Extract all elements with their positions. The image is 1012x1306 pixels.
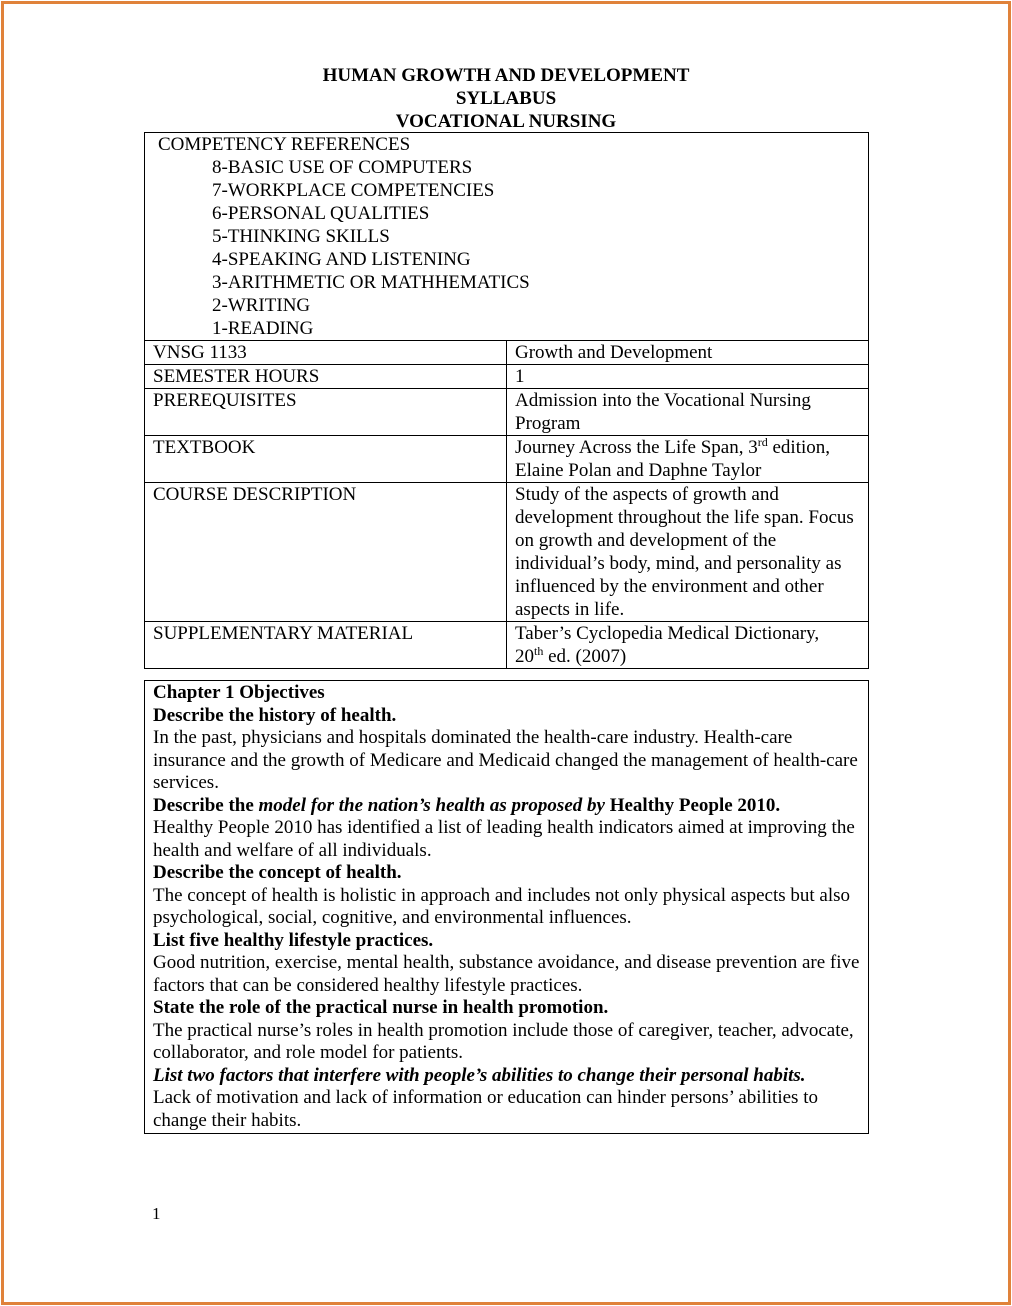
textbook-authors: Elaine Polan and Daphne Taylor <box>515 460 762 481</box>
semester-hours-row <box>145 365 869 389</box>
competency-item: 6-PERSONAL QUALITIES <box>212 203 430 224</box>
competency-item: 7-WORKPLACE COMPETENCIES <box>212 180 495 201</box>
competency-item: 4-SPEAKING AND LISTENING <box>212 249 471 270</box>
supplementary-edition-number: 20 <box>515 646 534 667</box>
competency-item: 3-ARITHMETIC OR MATHHEMATICS <box>212 272 530 293</box>
objective-title <box>153 795 860 818</box>
description-row <box>145 483 869 622</box>
page-number: 1 <box>152 1204 161 1223</box>
objective-text: The practical nurse’s roles in health promotion include those of caregiver, teacher, advocate, collaborator, and role model for patients. <box>153 1019 854 1063</box>
objective-title: Describe the history of health. <box>153 704 397 726</box>
objective-title: State the role of the practical nurse in health promotion. <box>153 997 609 1018</box>
textbook-edition-suffix: rd <box>757 435 768 449</box>
prerequisites-label: PREREQUISITES <box>145 389 507 436</box>
objective-text: In the past, physicians and hospitals dominated the health-care industry. Health-care insurance and the growth of Medicare and Medicaid changed the management of health-care services. <box>153 727 858 793</box>
objective-text: Healthy People 2010 has identified a list of leading health indicators aimed at improving the health and welfare of all individuals. <box>153 817 855 861</box>
objective-title-italic: model for the nation’s health as proposed by <box>258 794 605 816</box>
prerequisites-row <box>145 389 869 436</box>
title-line-3: VOCATIONAL NURSING <box>395 111 617 132</box>
competency-item: 8-BASIC USE OF COMPUTERS <box>212 157 473 178</box>
competency-heading: COMPETENCY REFERENCES <box>158 134 411 155</box>
title-line-2: SYLLABUS <box>455 88 557 109</box>
supplementary-row <box>145 622 869 669</box>
supplementary-label: SUPPLEMENTARY MATERIAL <box>145 622 507 669</box>
textbook-edition-word: edition, <box>767 437 831 458</box>
competency-list <box>158 156 860 340</box>
objectives-box <box>144 680 869 1134</box>
semester-hours-value: 1 <box>507 365 869 389</box>
textbook-value <box>507 436 869 483</box>
title-line-1: HUMAN GROWTH AND DEVELOPMENT <box>322 65 690 86</box>
objective-title: List five healthy lifestyle practices. <box>153 929 434 951</box>
document-title <box>0 64 1012 133</box>
competency-item: 5-THINKING SKILLS <box>212 226 390 247</box>
objective-text: Lack of motivation and lack of information or education can hinder persons’ abilities to change their habits. <box>153 1087 818 1131</box>
textbook-label: TEXTBOOK <box>145 436 507 483</box>
supplementary-edition-year: ed. (2007) <box>543 646 627 667</box>
description-label: COURSE DESCRIPTION <box>145 483 507 622</box>
prerequisites-value: Admission into the Vocational Nursing Program <box>507 389 869 436</box>
supplementary-title: Taber’s Cyclopedia Medical Dictionary, <box>515 623 820 644</box>
course-code-row <box>145 341 869 365</box>
description-value: Study of the aspects of growth and development throughout the life span. Focus on growth and development of the individual’s body, mind, and personality as influenced by the environment and other aspects in life. <box>507 483 869 622</box>
objective-title: List two factors that interfere with people’s abilities to change their personal habits. <box>153 1064 806 1086</box>
objectives-heading: Chapter 1 Objectives <box>153 682 325 703</box>
objective-title-part: Describe the <box>153 794 259 816</box>
objective-text: Good nutrition, exercise, mental health, substance avoidance, and disease prevention are five factors that can be considered healthy lifestyle practices. <box>153 952 860 996</box>
competency-row <box>145 133 869 341</box>
course-name: Growth and Development <box>507 341 869 365</box>
objective-text: The concept of health is holistic in approach and includes not only physical aspects but also psychological, social, cognitive, and environmental influences. <box>153 884 851 928</box>
supplementary-value <box>507 622 869 669</box>
competency-cell <box>145 133 869 341</box>
objective-title: Describe the concept of health. <box>153 862 402 883</box>
objective-title-part: Healthy People 2010. <box>604 794 781 816</box>
course-code: VNSG 1133 <box>145 341 507 365</box>
competency-item: 2-WRITING <box>212 295 311 316</box>
semester-hours-label: SEMESTER HOURS <box>145 365 507 389</box>
supplementary-edition-suffix: th <box>534 644 544 658</box>
syllabus-table <box>144 132 869 669</box>
competency-item: 1-READING <box>212 318 314 339</box>
textbook-row <box>145 436 869 483</box>
textbook-title: Journey Across the Life Span, 3 <box>515 437 758 458</box>
